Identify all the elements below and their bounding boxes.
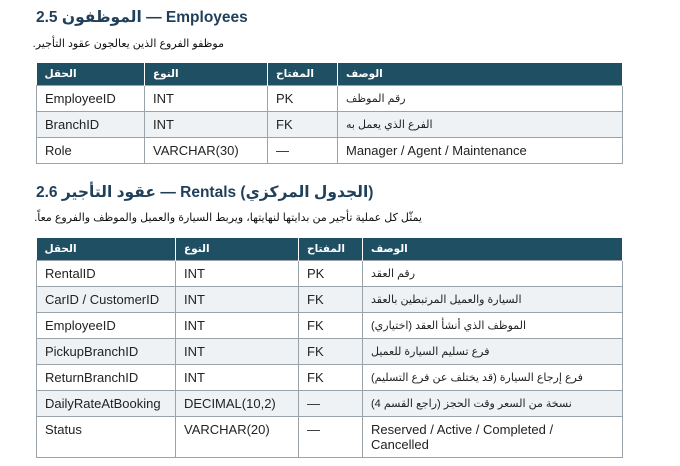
desc-cell: Manager / Agent / Maintenance [338,138,623,164]
field-cell: PickupBranchID [37,339,176,365]
desc-cell: الفرع الذي يعمل به [338,112,623,138]
type-cell: INT [176,313,299,339]
desc-cell: السيارة والعميل المرتبطين بالعقد [363,287,623,313]
table-header-row [37,238,623,261]
type-cell: INT [176,261,299,287]
field-cell: Status [37,417,176,458]
table-row [37,391,623,417]
key-cell: FK [268,112,338,138]
desc-cell: Reserved / Active / Completed / Cancelled [363,417,623,458]
key-cell: — [299,417,363,458]
field-cell: BranchID [37,112,145,138]
column-header: المفتاح [268,63,338,86]
desc-cell: فرع تسليم السيارة للعميل [363,339,623,365]
field-cell: ReturnBranchID [37,365,176,391]
key-cell: FK [299,339,363,365]
type-cell: INT [145,112,268,138]
field-cell: EmployeeID [37,86,145,112]
desc-cell: الموظف الذي أنشأ العقد (اختياري) [363,313,623,339]
table-row [37,261,623,287]
type-cell: DECIMAL(10,2) [176,391,299,417]
column-header: المفتاح [299,238,363,261]
table-row [37,138,623,164]
column-header: الحقل [37,63,145,86]
key-cell: PK [299,261,363,287]
type-cell: INT [176,287,299,313]
section-rentals-heading: 2.6 عقود التأجير — Rentals (الجدول المركزي) [36,184,374,201]
rentals-table [36,238,623,458]
section-employees-heading: 2.5 الموظفون — Employees [36,9,248,26]
type-cell: VARCHAR(20) [176,417,299,458]
table-row [37,313,623,339]
section-rentals-description: يمثّل كل عملية تأجير من بدايتها لنهايتها، ويربط السيارة والعميل والموظف والفروع معاً. [34,212,422,224]
column-header: النوع [176,238,299,261]
desc-cell: فرع إرجاع السيارة (قد يختلف عن فرع التسليم) [363,365,623,391]
column-header: النوع [145,63,268,86]
table-row [37,287,623,313]
column-header: الوصف [363,238,623,261]
field-cell: DailyRateAtBooking [37,391,176,417]
key-cell: FK [299,313,363,339]
column-header: الوصف [338,63,623,86]
field-cell: Role [37,138,145,164]
table-row [37,365,623,391]
table-row [37,417,623,458]
column-header: الحقل [37,238,176,261]
field-cell: RentalID [37,261,176,287]
table-header-row [37,63,623,86]
desc-cell: رقم العقد [363,261,623,287]
type-cell: INT [145,86,268,112]
key-cell: — [299,391,363,417]
field-cell: EmployeeID [37,313,176,339]
employees-table [36,63,623,164]
table-row [37,112,623,138]
desc-cell: رقم الموظف [338,86,623,112]
desc-cell: نسخة من السعر وقت الحجز (راجع القسم 4) [363,391,623,417]
key-cell: FK [299,365,363,391]
type-cell: INT [176,339,299,365]
key-cell: PK [268,86,338,112]
type-cell: INT [176,365,299,391]
table-row [37,86,623,112]
section-employees-description: موظفو الفروع الذين يعالجون عقود التأجير. [32,38,224,50]
field-cell: CarID / CustomerID [37,287,176,313]
table-row [37,339,623,365]
key-cell: — [268,138,338,164]
type-cell: VARCHAR(30) [145,138,268,164]
key-cell: FK [299,287,363,313]
